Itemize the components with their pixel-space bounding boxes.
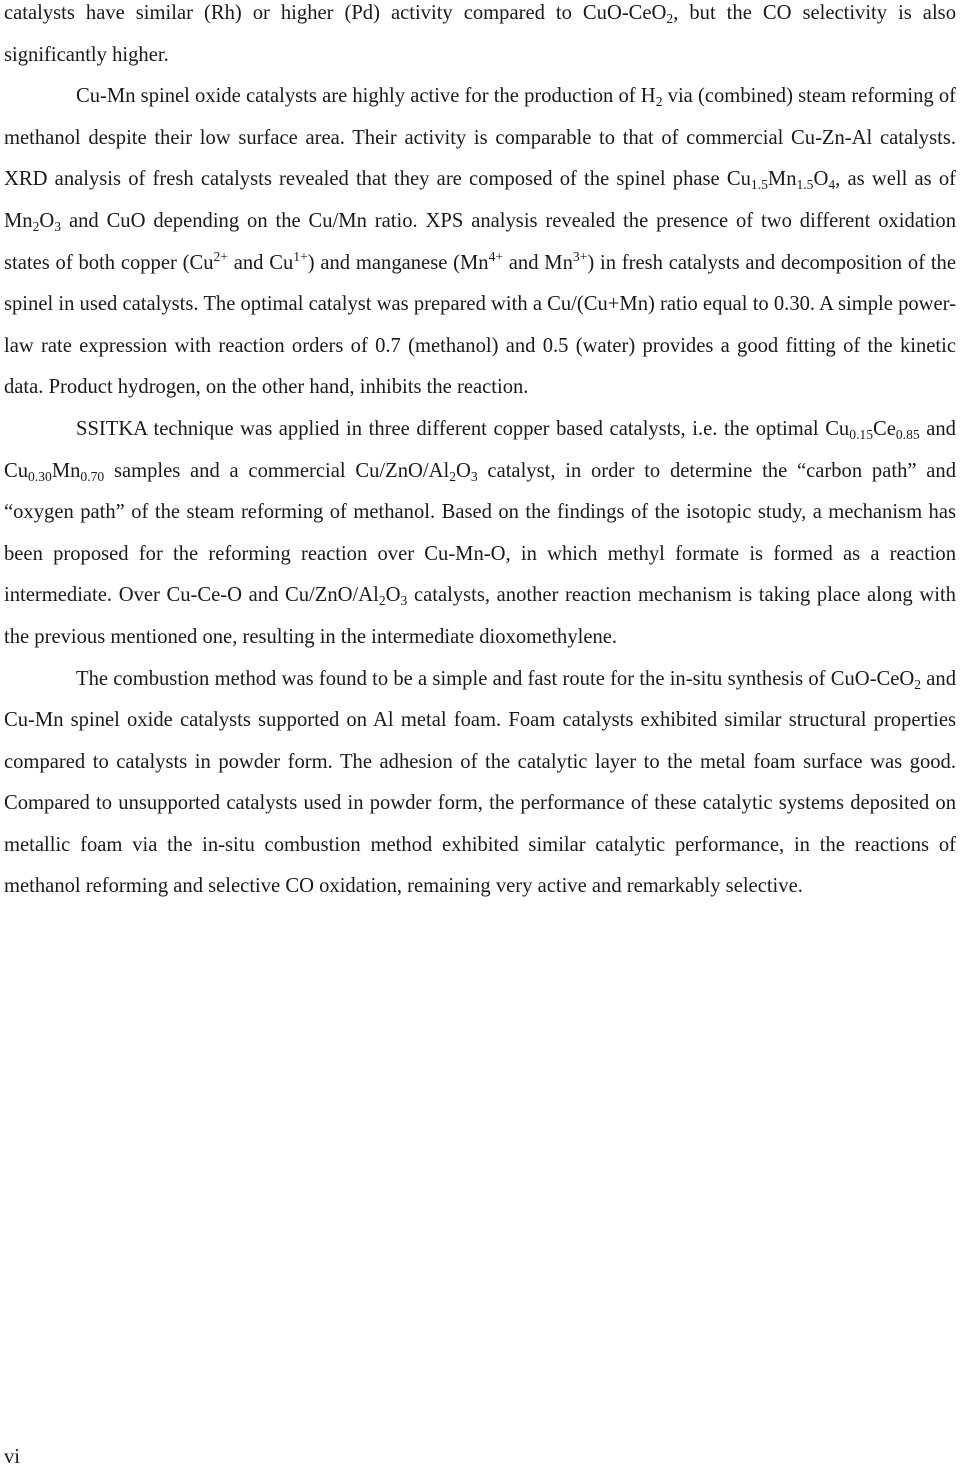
text-run: , as well as of Mn: [4, 168, 956, 232]
text-run: ) in fresh catalysts and decomposition of the spinel in used catalysts. The optimal catalyst was prepared with a Cu/(Cu+Mn) ratio equal to 0.30. A simple power-law rate expression with reaction orders of 0.7 (methanol) and 0.5 (water) provides a good fitting of the kinetic data. Product hydrogen, on the other hand, inhibits the reaction.: [4, 251, 956, 399]
text-run: and CuO depending on the Cu/Mn ratio. XPS analysis revealed the presence of two different oxidation states of both copper (Cu: [4, 209, 956, 274]
text-run: Mn: [767, 168, 797, 191]
text-run: and Cu: [227, 251, 294, 274]
subscript: 3: [54, 219, 62, 235]
subscript: 3: [470, 468, 478, 484]
text-run: O: [813, 168, 829, 191]
subscript: 0.85: [895, 427, 920, 443]
subscript: 4: [828, 177, 836, 193]
subscript: 2: [666, 11, 674, 27]
text-run: via (combined) steam reforming of methanol despite their low surface area. Their activity is comparable to that of commercial Cu-Zn-Al catalysts. XRD analysis of fresh catalysts revealed that they are composed of the spinel phase Cu: [4, 85, 956, 191]
text-run: samples and a commercial Cu/ZnO/Al: [104, 459, 450, 482]
subscript: 2: [655, 94, 663, 110]
document-body: [4, 0, 956, 908]
subscript: 2: [914, 676, 922, 692]
paragraph-continuation: [4, 0, 956, 76]
page-number: vi: [4, 1446, 21, 1468]
subscript: 1.5: [796, 177, 814, 193]
text-run: and Mn: [503, 251, 573, 274]
text-run: The combustion method was found to be a simple and fast route for the in-situ synthesis of CuO-CeO: [76, 667, 915, 690]
text-run: Mn: [51, 459, 81, 482]
subscript: 2: [378, 593, 386, 609]
text-run: Ce: [873, 417, 896, 440]
text-run: , but the CO selectivity is also significantly higher.: [4, 2, 956, 66]
superscript: 3+: [572, 249, 588, 265]
subscript: 2: [449, 468, 456, 484]
subscript: 0.30: [28, 468, 52, 484]
subscript: 3: [400, 593, 408, 609]
text-run: O: [385, 584, 401, 607]
superscript: 1+: [293, 249, 308, 265]
subscript: 2: [32, 219, 40, 235]
text-run: catalysts, another reaction mechanism is taking place along with the previous mentioned one, resulting in the intermediate dioxomethylene.: [4, 584, 956, 648]
paragraph-cu-mn-spinel: [4, 76, 956, 409]
text-run: Cu-Mn spinel oxide catalysts are highly active for the production of H: [76, 85, 656, 108]
paragraph-combustion-method: [4, 659, 956, 909]
text-run: catalyst, in order to determine the “carbon path” and “oxygen path” of the steam reforming of methanol. Based on the findings of the isotopic study, a mechanism has been proposed for the reforming reaction over Cu-Mn-O, in which methyl formate is formed as a reaction intermediate. Over Cu-Ce-O and Cu/ZnO/Al: [4, 459, 956, 607]
text-run: ) and manganese (Mn: [307, 251, 489, 274]
text-run: O: [456, 459, 471, 482]
superscript: 2+: [213, 249, 228, 265]
subscript: 1.5: [750, 177, 768, 193]
paragraph-ssitka: [4, 409, 956, 659]
subscript: 0.15: [849, 427, 873, 443]
text-run: SSITKA technique was applied in three different copper based catalysts, i.e. the optimal Cu: [76, 417, 850, 440]
text-run: O: [39, 209, 55, 232]
superscript: 4+: [488, 249, 504, 265]
text-run: and Cu-Mn spinel oxide catalysts supported on Al metal foam. Foam catalysts exhibited similar structural properties compared to catalysts in powder form. The adhesion of the catalytic layer to the metal foam surface was good. Compared to unsupported catalysts used in powder form, the performance of these catalytic systems deposited on metallic foam via the in-situ combustion method exhibited similar catalytic performance, in the reactions of methanol reforming and selective CO oxidation, remaining very active and remarkably selective.: [4, 667, 956, 898]
text-run: and Cu: [4, 417, 956, 482]
subscript: 0.70: [80, 468, 105, 484]
text-run: catalysts have similar (Rh) or higher (Pd) activity compared to CuO-CeO: [4, 2, 667, 24]
